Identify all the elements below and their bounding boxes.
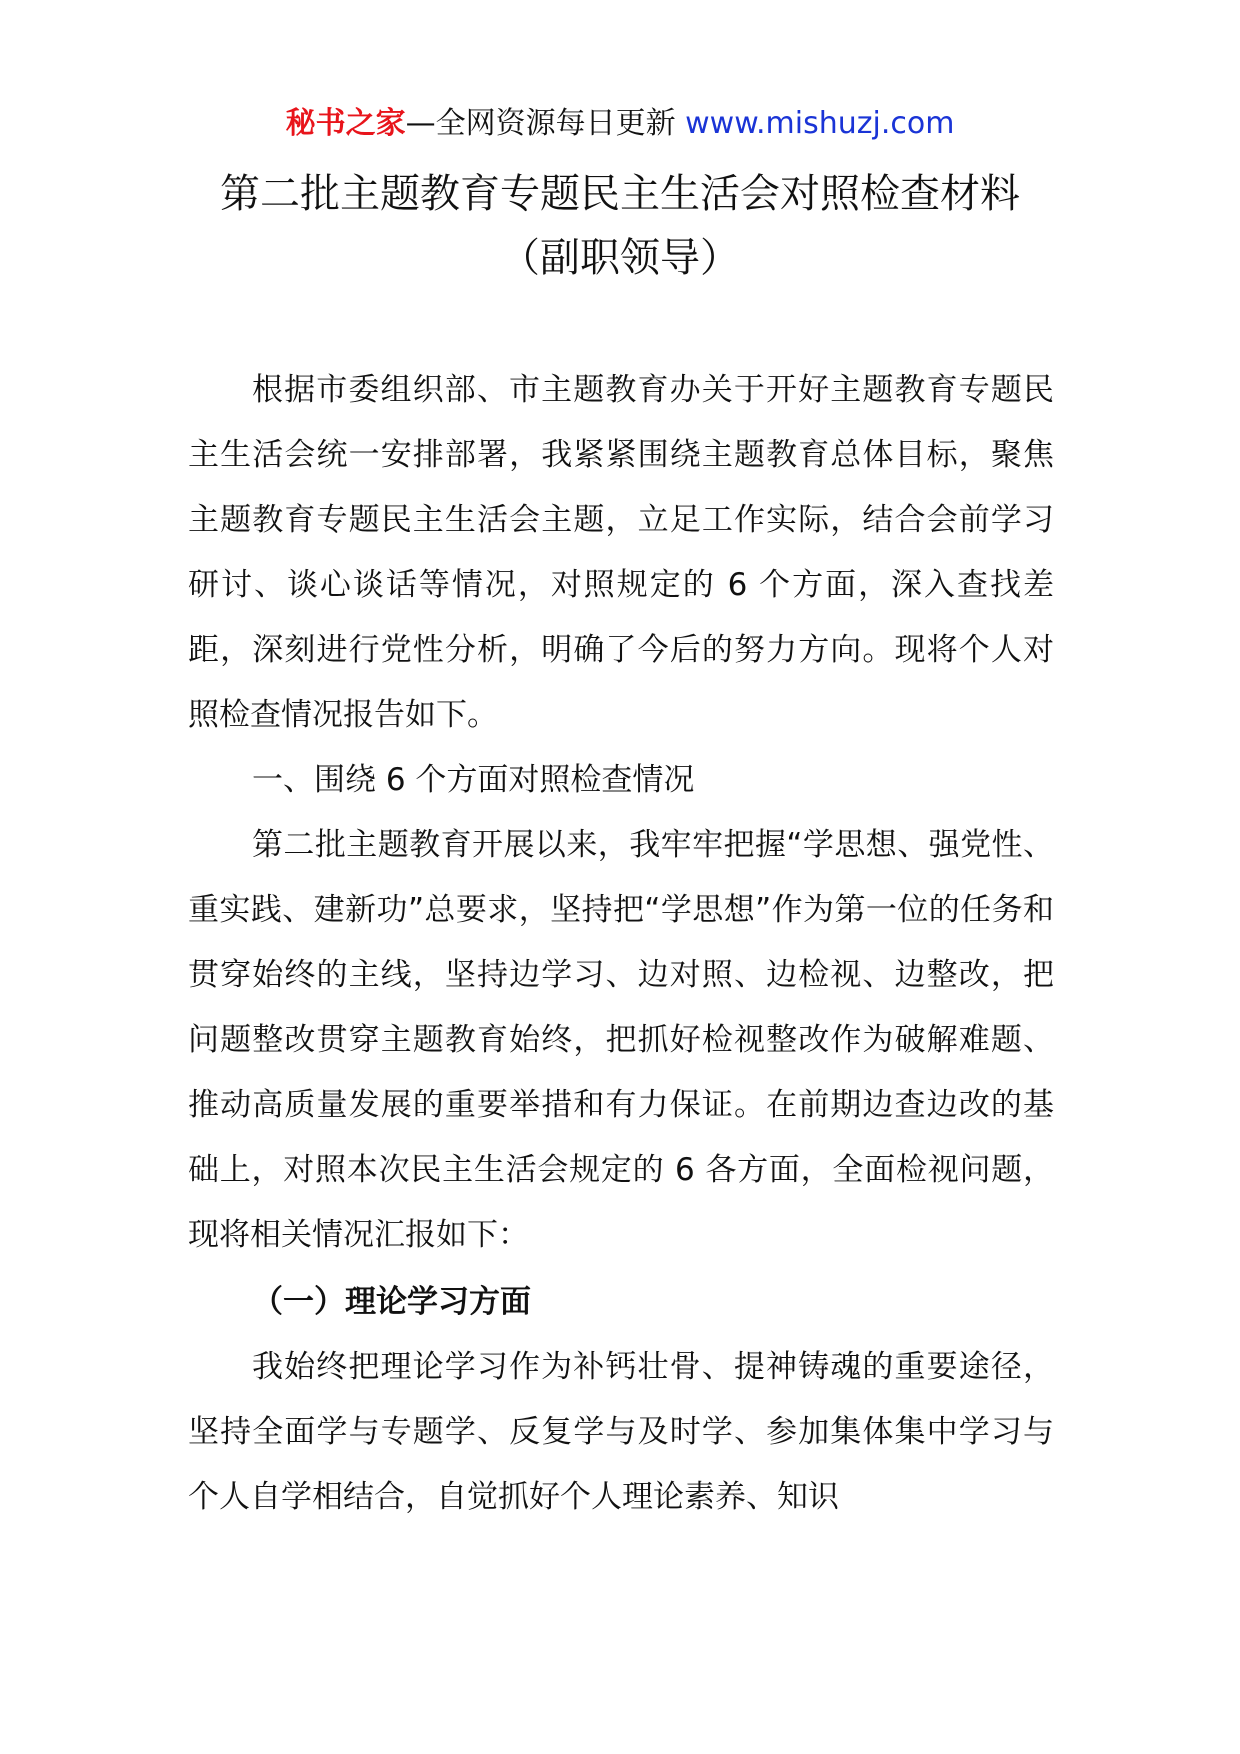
section-one-paragraph: 第二批主题教育开展以来，我牢牢把握“学思想、强党性、重实践、建新功”总要求，坚持把“学思想”作为第一位的任务和贯穿始终的主线，坚持边学习、边对照、边检视、边整改，把问题整改贯穿主题教育始终，把抓好检视整改作为破解难题、推动高质量发展的重要举措和有力保证。在前期边查边改的基础上，对照本次民主生活会规定的 6 各方面，全面检视问题，现将相关情况汇报如下： <box>188 827 1054 1253</box>
header-tagline: —全网资源每日更新 <box>405 106 686 141</box>
subsection-one-paragraph: 我始终把理论学习作为补钙壮骨、提神铸魂的重要途径，坚持全面学与专题学、反复学与及时学、参加集体集中学习与个人自学相结合，自觉抓好个人理论素养、知识 <box>188 1349 1054 1515</box>
subsection-one-heading: （一）理论学习方面 <box>252 1284 531 1320</box>
section-one-heading: 一、围绕 6 个方面对照检查情况 <box>252 762 695 798</box>
document-body <box>188 358 1054 1530</box>
document-title: 第二批主题教育专题民主生活会对照检查材料 <box>220 171 1020 217</box>
site-url-link[interactable]: www.mishuzj.com <box>685 106 955 141</box>
document-subtitle: （副职领导） <box>500 235 740 281</box>
brand-name: 秘书之家 <box>285 106 406 141</box>
site-header <box>0 102 1240 146</box>
intro-paragraph: 根据市委组织部、市主题教育办关于开好主题教育专题民主生活会统一安排部署，我紧紧围绕主题教育总体目标，聚焦主题教育专题民主生活会主题，立足工作实际，结合会前学习研讨、谈心谈话等情况，对照规定的 6 个方面，深入查找差距，深刻进行党性分析，明确了今后的努力方向。现将个人对照检查情况报告如下。 <box>188 372 1054 733</box>
